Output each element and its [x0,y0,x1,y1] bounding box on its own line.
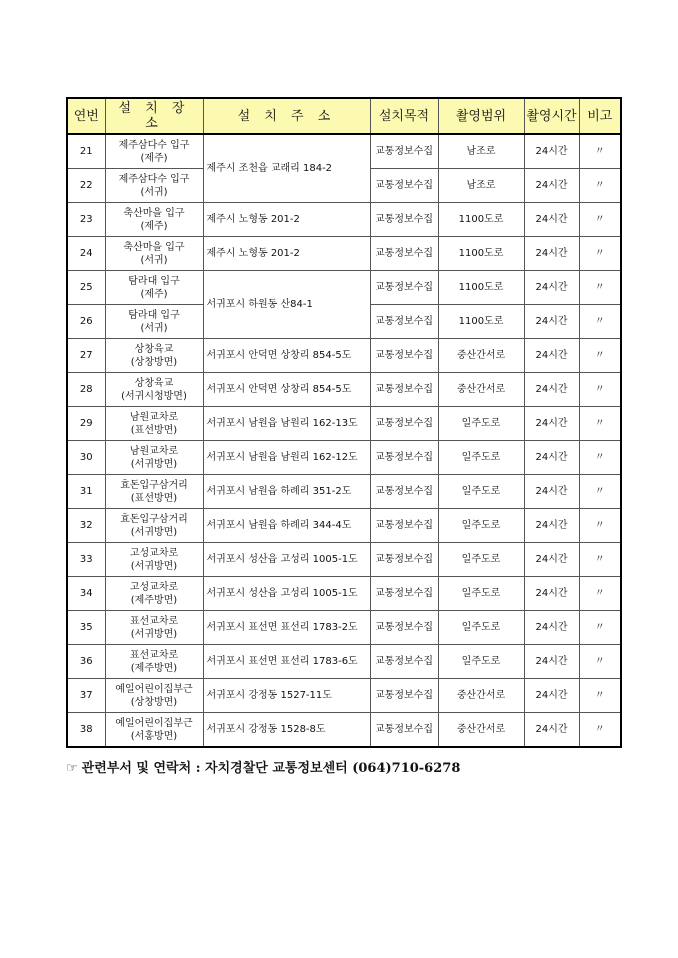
contact-text: 관련부서 및 연락처 : 자치경찰단 교통정보센터 (064)710-6278 [81,761,461,776]
install-location [105,611,203,645]
install-address: 서귀포시 남원읍 남원리 162-12도 [203,441,370,475]
install-purpose: 교통정보수집 [370,611,438,645]
capture-range: 남조로 [438,169,524,203]
table-row [67,203,621,237]
cctv-table-sheet [66,97,620,748]
install-location [105,305,203,339]
install-purpose: 교통정보수집 [370,134,438,169]
install-purpose: 교통정보수집 [370,203,438,237]
capture-range: 1100도로 [438,271,524,305]
install-address: 서귀포시 강정동 1528-8도 [203,713,370,748]
capture-time: 24시간 [524,679,579,713]
location-name: 상창육교 [134,377,174,389]
install-address: 서귀포시 남원읍 남원리 162-13도 [203,407,370,441]
install-location [105,271,203,305]
remarks: 〃 [579,203,621,237]
row-number: 35 [67,611,105,645]
row-number: 28 [67,373,105,407]
location-name: 효돈입구삼거리 [120,513,188,525]
capture-range: 1100도로 [438,203,524,237]
location-direction: (서귀) [140,186,168,198]
location-name: 축산마을 입구 [123,241,185,253]
location-direction: (제주) [140,152,168,164]
row-number: 34 [67,577,105,611]
capture-time: 24시간 [524,169,579,203]
location-direction: (서귀) [140,254,168,266]
location-direction: (제주방면) [130,662,178,674]
install-address: 서귀포시 성산읍 고성리 1005-1도 [203,543,370,577]
header-address: 설 치 주 소 [203,98,370,134]
location-direction: (서귀방면) [130,560,178,572]
location-name: 탐라대 입구 [128,275,180,287]
capture-time: 24시간 [524,237,579,271]
install-address: 서귀포시 안덕면 상창리 854-5도 [203,339,370,373]
capture-time: 24시간 [524,407,579,441]
capture-time: 24시간 [524,543,579,577]
install-address: 서귀포시 성산읍 고성리 1005-1도 [203,577,370,611]
install-address: 제주시 조천읍 교래리 184-2 [203,134,370,203]
remarks: 〃 [579,169,621,203]
install-purpose: 교통정보수집 [370,713,438,748]
install-address: 서귀포시 강정동 1527-11도 [203,679,370,713]
install-purpose: 교통정보수집 [370,679,438,713]
row-number: 25 [67,271,105,305]
location-name: 표선교차로 [129,649,179,661]
capture-time: 24시간 [524,475,579,509]
row-number: 24 [67,237,105,271]
install-purpose: 교통정보수집 [370,271,438,305]
header-location: 설 치 장 소 [105,98,203,134]
table-row [67,543,621,577]
pointing-hand-icon: ☞ [66,761,78,776]
table-row [67,373,621,407]
table-row [67,611,621,645]
location-name: 예일어린이집부근 [115,683,193,695]
location-direction: (서귀방면) [130,526,178,538]
install-purpose: 교통정보수집 [370,645,438,679]
remarks: 〃 [579,475,621,509]
header-range: 촬영범위 [438,98,524,134]
row-number: 29 [67,407,105,441]
install-address: 서귀포시 남원읍 하례리 344-4도 [203,509,370,543]
location-name: 남원교차로 [129,411,179,423]
location-direction: (상창방면) [130,356,178,368]
capture-range: 일주도로 [438,441,524,475]
install-purpose: 교통정보수집 [370,543,438,577]
header-note: 비고 [579,98,621,134]
install-address: 서귀포시 남원읍 하례리 351-2도 [203,475,370,509]
install-purpose: 교통정보수집 [370,509,438,543]
remarks: 〃 [579,134,621,169]
capture-time: 24시간 [524,203,579,237]
install-address: 서귀포시 하원동 산84-1 [203,271,370,339]
row-number: 32 [67,509,105,543]
table-row [67,441,621,475]
location-name: 효돈입구삼거리 [120,479,188,491]
capture-range: 중산간서로 [438,713,524,748]
capture-range: 중산간서로 [438,339,524,373]
remarks: 〃 [579,679,621,713]
capture-range: 중산간서로 [438,373,524,407]
row-number: 37 [67,679,105,713]
capture-range: 1100도로 [438,305,524,339]
install-location [105,373,203,407]
location-direction: (표선방면) [130,492,178,504]
location-name: 제주삼다수 입구 [118,173,190,185]
table-row [67,271,621,305]
capture-time: 24시간 [524,441,579,475]
location-direction: (상창방면) [130,696,178,708]
remarks: 〃 [579,645,621,679]
remarks: 〃 [579,237,621,271]
location-name: 예일어린이집부근 [115,717,193,729]
capture-time: 24시간 [524,577,579,611]
row-number: 31 [67,475,105,509]
remarks: 〃 [579,543,621,577]
location-name: 탐라대 입구 [128,309,180,321]
install-location [105,713,203,748]
install-location [105,509,203,543]
capture-range: 남조로 [438,134,524,169]
table-row [67,679,621,713]
install-address: 서귀포시 안덕면 상창리 854-5도 [203,373,370,407]
location-direction: (서귀방면) [130,458,178,470]
capture-range: 일주도로 [438,543,524,577]
location-direction: (서홍방면) [130,730,178,742]
location-name: 상창육교 [134,343,174,355]
location-direction: (제주) [140,220,168,232]
location-direction: (제주) [140,288,168,300]
location-name: 고성교차로 [129,547,179,559]
install-location [105,679,203,713]
capture-range: 일주도로 [438,509,524,543]
install-location [105,407,203,441]
location-direction: (서귀방면) [130,628,178,640]
remarks: 〃 [579,611,621,645]
capture-range: 일주도로 [438,475,524,509]
table-body [67,134,621,747]
capture-range: 중산간서로 [438,679,524,713]
install-purpose: 교통정보수집 [370,339,438,373]
row-number: 36 [67,645,105,679]
capture-range: 1100도로 [438,237,524,271]
capture-time: 24시간 [524,645,579,679]
install-address: 서귀포시 표선면 표선리 1783-6도 [203,645,370,679]
row-number: 26 [67,305,105,339]
table-row [67,237,621,271]
cctv-location-table [66,97,622,748]
install-purpose: 교통정보수집 [370,305,438,339]
location-name: 남원교차로 [129,445,179,457]
capture-range: 일주도로 [438,611,524,645]
table-row [67,407,621,441]
install-location [105,134,203,169]
capture-time: 24시간 [524,134,579,169]
capture-time: 24시간 [524,611,579,645]
install-location [105,169,203,203]
install-purpose: 교통정보수집 [370,441,438,475]
contact-footer [66,757,460,776]
install-address: 제주시 노형동 201-2 [203,237,370,271]
install-location [105,577,203,611]
header-purpose: 설치목적 [370,98,438,134]
install-location [105,237,203,271]
header-no: 연번 [67,98,105,134]
row-number: 23 [67,203,105,237]
location-direction: (제주방면) [130,594,178,606]
row-number: 38 [67,713,105,748]
install-purpose: 교통정보수집 [370,373,438,407]
table-row [67,645,621,679]
capture-time: 24시간 [524,509,579,543]
location-direction: (서귀) [140,322,168,334]
location-name: 축산마을 입구 [123,207,185,219]
location-name: 제주삼다수 입구 [118,139,190,151]
install-purpose: 교통정보수집 [370,169,438,203]
remarks: 〃 [579,339,621,373]
location-direction: (서귀시청방면) [121,390,187,402]
install-location [105,645,203,679]
location-name: 고성교차로 [129,581,179,593]
table-row [67,339,621,373]
table-row [67,509,621,543]
location-name: 표선교차로 [129,615,179,627]
location-direction: (표선방면) [130,424,178,436]
install-purpose: 교통정보수집 [370,237,438,271]
install-location [105,475,203,509]
install-location [105,441,203,475]
header-time: 촬영시간 [524,98,579,134]
remarks: 〃 [579,713,621,748]
install-purpose: 교통정보수집 [370,577,438,611]
row-number: 22 [67,169,105,203]
install-purpose: 교통정보수집 [370,475,438,509]
remarks: 〃 [579,441,621,475]
install-address: 제주시 노형동 201-2 [203,203,370,237]
remarks: 〃 [579,373,621,407]
remarks: 〃 [579,305,621,339]
capture-time: 24시간 [524,713,579,748]
table-row [67,713,621,748]
row-number: 30 [67,441,105,475]
install-address: 서귀포시 표선면 표선리 1783-2도 [203,611,370,645]
remarks: 〃 [579,271,621,305]
install-location [105,543,203,577]
remarks: 〃 [579,509,621,543]
row-number: 27 [67,339,105,373]
capture-range: 일주도로 [438,407,524,441]
capture-time: 24시간 [524,271,579,305]
install-purpose: 교통정보수집 [370,407,438,441]
table-row [67,134,621,169]
remarks: 〃 [579,577,621,611]
row-number: 33 [67,543,105,577]
install-location [105,339,203,373]
capture-time: 24시간 [524,305,579,339]
install-location [105,203,203,237]
capture-range: 일주도로 [438,577,524,611]
remarks: 〃 [579,407,621,441]
table-row [67,577,621,611]
capture-time: 24시간 [524,339,579,373]
capture-time: 24시간 [524,373,579,407]
table-header-row [67,98,621,134]
row-number: 21 [67,134,105,169]
table-row [67,475,621,509]
capture-range: 일주도로 [438,645,524,679]
